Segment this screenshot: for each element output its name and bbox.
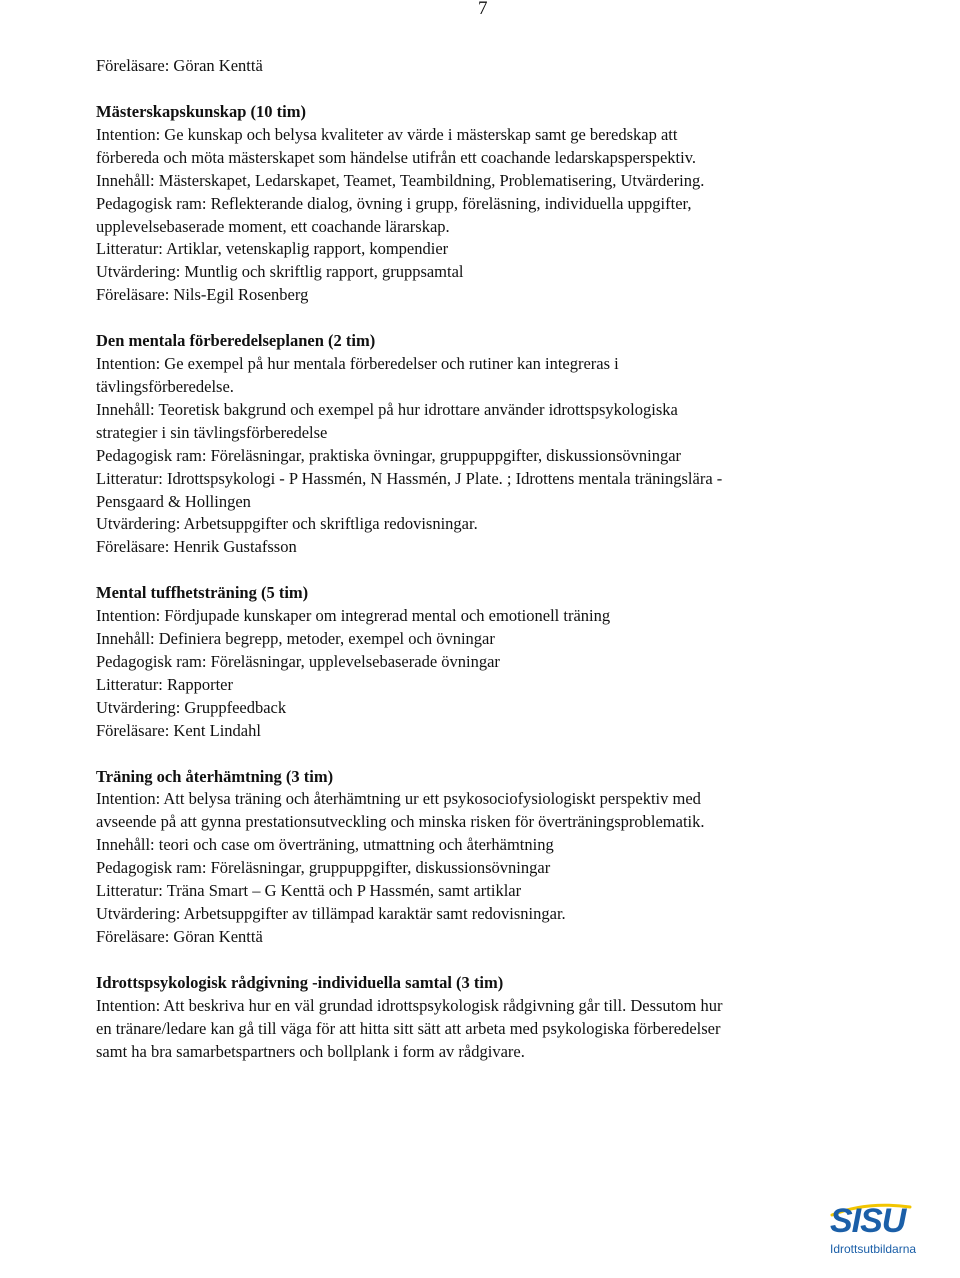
section-line: Föreläsare: Henrik Gustafsson xyxy=(96,537,297,557)
section-line: Innehåll: Definiera begrepp, metoder, exempel och övningar xyxy=(96,629,495,649)
section-line: Innehåll: Mästerskapet, Ledarskapet, Teamet, Teambildning, Problematisering, Utvärdering. xyxy=(96,170,705,190)
section-line: Pedagogisk ram: Reflekterande dialog, övning i grupp, föreläsning, individuella uppgifter, xyxy=(96,193,692,213)
section-masterskapskunskap xyxy=(96,101,866,307)
sisu-logo xyxy=(826,1203,938,1263)
section-line: Utvärdering: Muntlig och skriftlig rapport, gruppsamtal xyxy=(96,262,464,282)
section-line: Litteratur: Artiklar, vetenskaplig rapport, kompendier xyxy=(96,239,449,259)
section-line: Intention: Att beskriva hur en väl grundad idrottspsykologisk rådgivning går till. Dessutom hur xyxy=(96,995,723,1015)
document-body xyxy=(96,101,866,1086)
section-idrottspsykologisk-radgivning xyxy=(96,972,866,1064)
section-line: Utvärdering: Arbetsuppgifter av tillämpad karaktär samt redovisningar. xyxy=(96,904,566,923)
section-line: strategier i sin tävlingsförberedelse xyxy=(96,422,328,442)
section-line: Pensgaard & Hollingen xyxy=(96,491,251,511)
section-mental-tuffhetstraning xyxy=(96,582,866,742)
section-line: Pedagogisk ram: Föreläsningar, upplevelsebaserade övningar xyxy=(96,651,500,671)
section-line: Intention: Fördjupade kunskaper om integrerad mental och emotionell träning xyxy=(96,606,611,626)
section-line: tävlingsförberedelse. xyxy=(96,376,234,396)
section-line: samt ha bra samarbetspartners och bollplank i form av rådgivare. xyxy=(96,1041,525,1061)
section-line: avseende på att gynna prestationsutveckling och minska risken för överträningsproblematik. xyxy=(96,812,705,832)
section-line: Pedagogisk ram: Föreläsningar, praktiska övningar, gruppuppgifter, diskussionsövningar xyxy=(96,445,682,465)
section-line: förbereda och möta mästerskapet som händelse utifrån ett coachande ledarskapsperspektiv. xyxy=(96,147,697,167)
section-line: upplevelsebaserade moment, ett coachande lärarskap. xyxy=(96,216,450,236)
section-line: Innehåll: Teoretisk bakgrund och exempel på hur idrottare använder idrottspsykologiska xyxy=(96,399,678,419)
section-line: Innehåll: teori och case om överträning, utmattning och återhämtning xyxy=(96,835,554,855)
top-lecturer: Föreläsare: Göran Kenttä xyxy=(96,56,263,75)
section-line: Litteratur: Idrottspsykologi - P Hassmén, N Hassmén, J Plate. ; Idrottens mentala träningslära - xyxy=(96,468,723,488)
section-title: Mental tuffhetsträning (5 tim) xyxy=(96,583,309,603)
section-traning-aterhamtning xyxy=(96,766,866,949)
section-line: Pedagogisk ram: Föreläsningar, gruppuppgifter, diskussionsövningar xyxy=(96,858,551,878)
section-line: Utvärdering: Gruppfeedback xyxy=(96,697,287,717)
section-line: Utvärdering: Arbetsuppgifter och skriftliga redovisningar. xyxy=(96,514,478,534)
section-line: Intention: Ge exempel på hur mentala förberedelser och rutiner kan integreras i xyxy=(96,354,619,374)
section-line: Föreläsare: Nils-Egil Rosenberg xyxy=(96,285,309,305)
logo-subtitle: Idrottsutbildarna xyxy=(830,1242,917,1256)
section-line: Litteratur: Träna Smart – G Kenttä och P Hassmén, samt artiklar xyxy=(96,881,522,901)
section-line: Litteratur: Rapporter xyxy=(96,674,233,694)
section-mental-forberedelseplan xyxy=(96,330,866,559)
section-title: Idrottspsykologisk rådgivning -individuella samtal (3 tim) xyxy=(96,972,504,992)
section-title: Den mentala förberedelseplanen (2 tim) xyxy=(96,331,376,351)
section-line: Intention: Att belysa träning och återhämtning ur ett psykosociofysiologiskt perspektiv med xyxy=(96,789,701,809)
page-number: 7 xyxy=(478,0,488,19)
section-line: Föreläsare: Göran Kenttä xyxy=(96,926,263,946)
logo-wordmark: SISU xyxy=(830,1202,906,1240)
section-title: Träning och återhämtning (3 tim) xyxy=(96,766,334,786)
section-title: Mästerskapskunskap (10 tim) xyxy=(96,102,306,121)
section-line: en tränare/ledare kan gå till väga för att hitta sitt sätt att arbeta med psykologiska förberedelser xyxy=(96,1018,721,1038)
section-line: Föreläsare: Kent Lindahl xyxy=(96,720,261,740)
section-line: Intention: Ge kunskap och belysa kvaliteter av värde i mästerskap samt ge beredskap att xyxy=(96,124,678,144)
